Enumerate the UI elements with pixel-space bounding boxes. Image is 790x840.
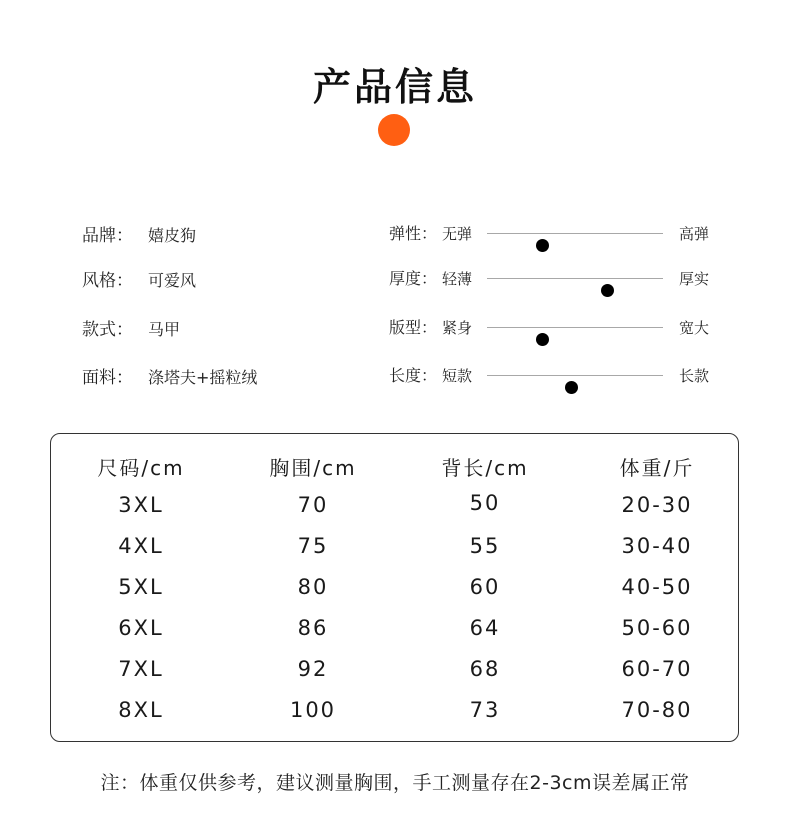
brand-label: 品牌： [82, 226, 133, 246]
info-row-type [0, 315, 790, 345]
elasticity-label: 弹性： [389, 224, 438, 243]
table-cell: 73 [469, 698, 501, 722]
table-cell: 6XL [118, 616, 164, 640]
size-table [50, 433, 739, 742]
table-cell: 68 [469, 657, 501, 681]
table-cell: 7XL [118, 657, 164, 681]
accent-dot [378, 114, 410, 146]
table-cell: 60 [469, 575, 501, 599]
weight-header: 体重/斤 [619, 456, 695, 480]
fabric-value: 涤塔夫+摇粒绒 [148, 368, 258, 387]
elasticity-scale-track [487, 233, 663, 234]
info-row-brand [0, 221, 790, 251]
chest-header: 胸围/cm [269, 456, 357, 480]
table-cell: 20-30 [621, 493, 693, 517]
table-cell: 60-70 [621, 657, 693, 681]
table-cell: 70-80 [621, 698, 693, 722]
table-cell: 8XL [118, 698, 164, 722]
elasticity-min-label: 无弹 [442, 225, 473, 243]
elasticity-max-label: 高弹 [679, 225, 710, 243]
type-value: 马甲 [148, 320, 181, 339]
table-cell: 92 [297, 657, 329, 681]
table-cell: 30-40 [621, 534, 693, 558]
page-title: 产品信息 [312, 65, 477, 109]
table-cell: 100 [289, 698, 337, 722]
type-label: 款式： [82, 320, 133, 340]
table-cell: 3XL [118, 493, 164, 517]
table-cell: 70 [297, 493, 329, 517]
length-scale-track [487, 375, 663, 376]
length-min-label: 短款 [442, 367, 473, 385]
table-cell: 50 [469, 491, 501, 515]
thickness-label: 厚度： [389, 269, 438, 288]
fit-scale-track [487, 327, 663, 328]
thickness-scale-track [487, 278, 663, 279]
fit-label: 版型： [389, 318, 438, 337]
length-max-label: 长款 [679, 367, 710, 385]
table-cell: 40-50 [621, 575, 693, 599]
fit-scale-knob [536, 333, 549, 346]
length-scale-knob [565, 381, 578, 394]
back-length-header: 背长/cm [441, 456, 529, 480]
fabric-label: 面料： [82, 368, 133, 388]
thickness-scale-knob [601, 284, 614, 297]
thickness-min-label: 轻薄 [442, 270, 473, 288]
elasticity-scale-knob [536, 239, 549, 252]
table-cell: 80 [297, 575, 329, 599]
brand-value: 嬉皮狗 [148, 226, 197, 245]
style-value: 可爱风 [148, 271, 197, 290]
fit-min-label: 紧身 [442, 319, 473, 337]
table-cell: 5XL [118, 575, 164, 599]
thickness-max-label: 厚实 [679, 270, 710, 288]
measurement-note: 注：体重仅供参考，建议测量胸围，手工测量存在2-3cm误差属正常 [100, 772, 690, 794]
table-cell: 75 [297, 534, 329, 558]
table-cell: 64 [469, 616, 501, 640]
style-label: 风格： [82, 271, 133, 291]
info-row-fabric [0, 363, 790, 393]
table-cell: 4XL [118, 534, 164, 558]
fit-max-label: 宽大 [679, 319, 710, 337]
table-cell: 50-60 [621, 616, 693, 640]
table-cell: 55 [469, 534, 501, 558]
info-row-style [0, 266, 790, 296]
table-cell: 86 [297, 616, 329, 640]
length-label: 长度： [389, 366, 438, 385]
size-header: 尺码/cm [97, 456, 185, 480]
